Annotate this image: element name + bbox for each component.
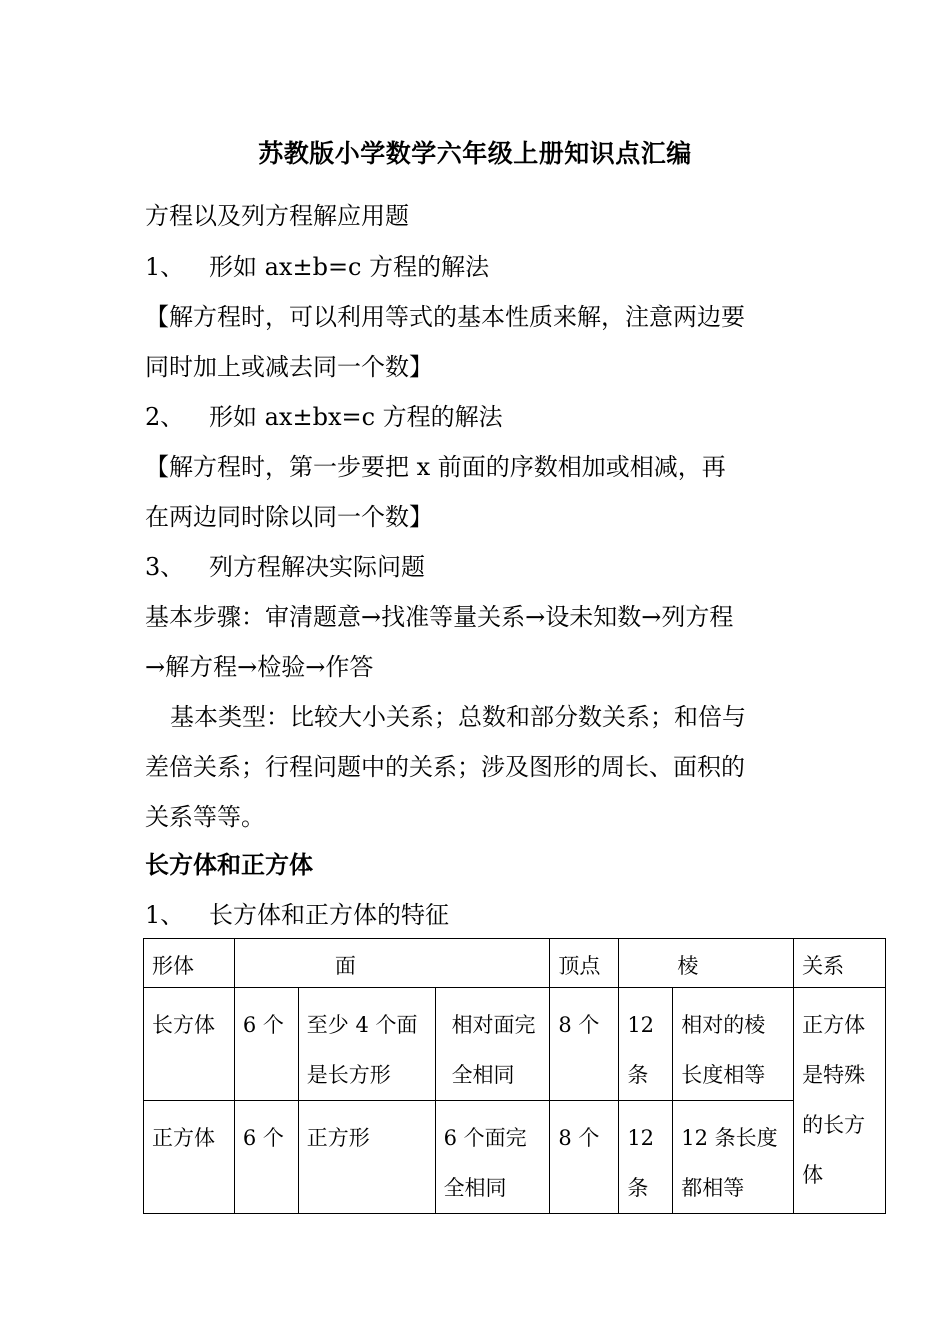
header-face: 面 [234, 939, 550, 988]
table-header-row [144, 939, 886, 988]
cell-vertex: 8 个 [550, 988, 619, 1101]
cell-edge-relation: 12 条长度都相等 [673, 1101, 794, 1214]
item-text: 形如 ax±bx=c 方程的解法 [209, 403, 503, 431]
cell-edge-count: 12 条 [619, 988, 673, 1101]
item-text: 形如 ax±b=c 方程的解法 [209, 253, 490, 281]
cell-shape: 长方体 [144, 988, 235, 1101]
cell-vertex: 8 个 [550, 1101, 619, 1214]
section-heading-equations: 方程以及列方程解应用题 [145, 202, 409, 230]
list-item [145, 550, 425, 584]
header-relation: 关系 [794, 939, 886, 988]
note-line: 同时加上或减去同一个数】 [145, 353, 433, 381]
cell-edge-relation: 相对的棱长度相等 [673, 988, 794, 1101]
cell-relation: 正方体是特殊的长方体 [794, 988, 886, 1214]
header-shape: 形体 [144, 939, 235, 988]
item-number: 1、 [145, 253, 185, 281]
table-row [144, 988, 886, 1101]
item-text: 长方体和正方体的特征 [209, 901, 449, 929]
cell-face-count: 6 个 [234, 988, 298, 1101]
list-item [145, 898, 449, 932]
cell-face-count: 6 个 [234, 1101, 298, 1214]
header-vertex: 顶点 [550, 939, 619, 988]
cell-face-shape: 至少 4 个面是长方形 [298, 988, 435, 1101]
item-number: 1、 [145, 901, 185, 929]
header-edge: 棱 [619, 939, 794, 988]
item-number: 2、 [145, 403, 185, 431]
page-title: 苏教版小学数学六年级上册知识点汇编 [258, 139, 692, 168]
cell-edge-count: 12 条 [619, 1101, 673, 1214]
list-item [145, 400, 503, 434]
cell-face-shape: 正方形 [298, 1101, 435, 1214]
table-row [144, 1101, 886, 1214]
features-table [143, 938, 886, 1214]
note-line: 【解方程时，第一步要把 x 前面的序数相加或相减，再 [145, 453, 726, 481]
steps-line: →解方程→检验→作答 [145, 653, 374, 681]
types-line: 关系等等。 [145, 803, 265, 831]
item-number: 3、 [145, 553, 185, 581]
cell-face-relation: 相对面完全相同 [435, 988, 550, 1101]
cell-face-relation: 6 个面完全相同 [435, 1101, 550, 1214]
list-item [145, 250, 489, 284]
cell-shape: 正方体 [144, 1101, 235, 1214]
types-line: 差倍关系；行程问题中的关系；涉及图形的周长、面积的 [145, 753, 745, 781]
note-line: 在两边同时除以同一个数】 [145, 503, 433, 531]
note-line: 【解方程时，可以利用等式的基本性质来解，注意两边要 [145, 303, 745, 331]
item-text: 列方程解决实际问题 [209, 553, 425, 581]
steps-line: 基本步骤：审清题意→找准等量关系→设未知数→列方程 [145, 603, 734, 631]
types-line: 基本类型：比较大小关系；总数和部分数关系；和倍与 [170, 703, 746, 731]
section-heading-cuboid: 长方体和正方体 [145, 850, 313, 879]
